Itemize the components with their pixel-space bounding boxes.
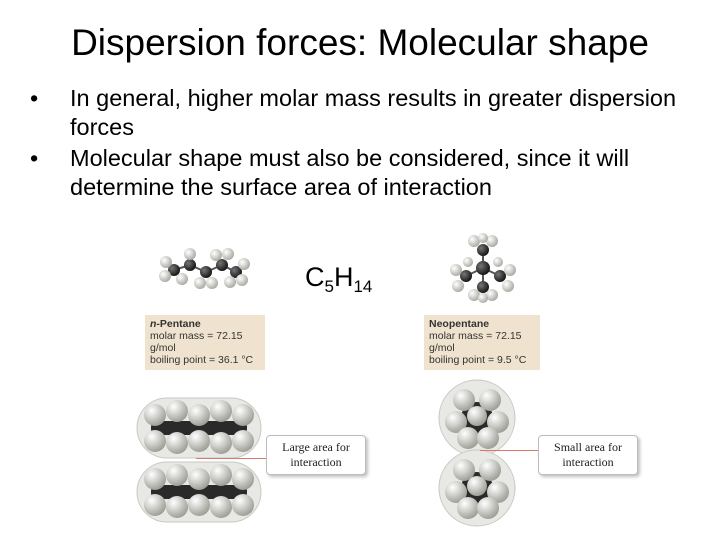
slide-title: Dispersion forces: Molecular shape xyxy=(71,22,649,63)
bullet-text: Molecular shape must also be considered, since it will determine the surface area of interaction xyxy=(70,145,630,200)
neopentane-callout xyxy=(538,435,638,475)
neopentane-ball-and-stick-model xyxy=(448,232,518,302)
pentane-callout-line1: Large area for xyxy=(282,440,350,454)
formula-hydrogen: H xyxy=(333,262,354,292)
bullet-marker: • xyxy=(30,145,39,171)
pentane-info-box xyxy=(145,315,265,370)
bullet-list xyxy=(28,84,708,204)
neopentane-callout-line1: Small area for xyxy=(554,440,622,454)
neopentane-callout-line2: interaction xyxy=(562,455,614,469)
neopentane-boiling-point: boiling point = 9.5 °C xyxy=(429,354,527,366)
bullet-item xyxy=(28,84,708,142)
molecular-formula xyxy=(305,262,372,297)
bullet-item xyxy=(28,144,708,202)
pentane-space-filling-pair xyxy=(135,395,265,525)
pentane-leader-line xyxy=(196,458,268,459)
formula-carbon: C xyxy=(305,262,325,292)
pentane-ball-and-stick-model xyxy=(160,248,250,290)
pentane-name: n-Pentane xyxy=(150,318,201,330)
pentane-molar-mass: molar mass = 72.15 g/mol xyxy=(150,330,243,354)
bullet-text: In general, higher molar mass results in greater dispersion forces xyxy=(70,85,677,140)
neopentane-space-filling-pair xyxy=(436,378,518,528)
formula-hydrogen-count: 14 xyxy=(353,277,373,296)
neopentane-molar-mass: molar mass = 72.15 g/mol xyxy=(429,330,522,354)
formula-carbon-count: 5 xyxy=(324,277,334,296)
pentane-callout-line2: interaction xyxy=(290,455,342,469)
pentane-boiling-point: boiling point = 36.1 °C xyxy=(150,354,254,366)
pentane-callout xyxy=(266,435,366,475)
neopentane-info-box xyxy=(424,315,540,370)
neopentane-leader-line xyxy=(480,450,542,451)
bullet-marker: • xyxy=(30,85,39,111)
neopentane-name: Neopentane xyxy=(429,318,490,330)
